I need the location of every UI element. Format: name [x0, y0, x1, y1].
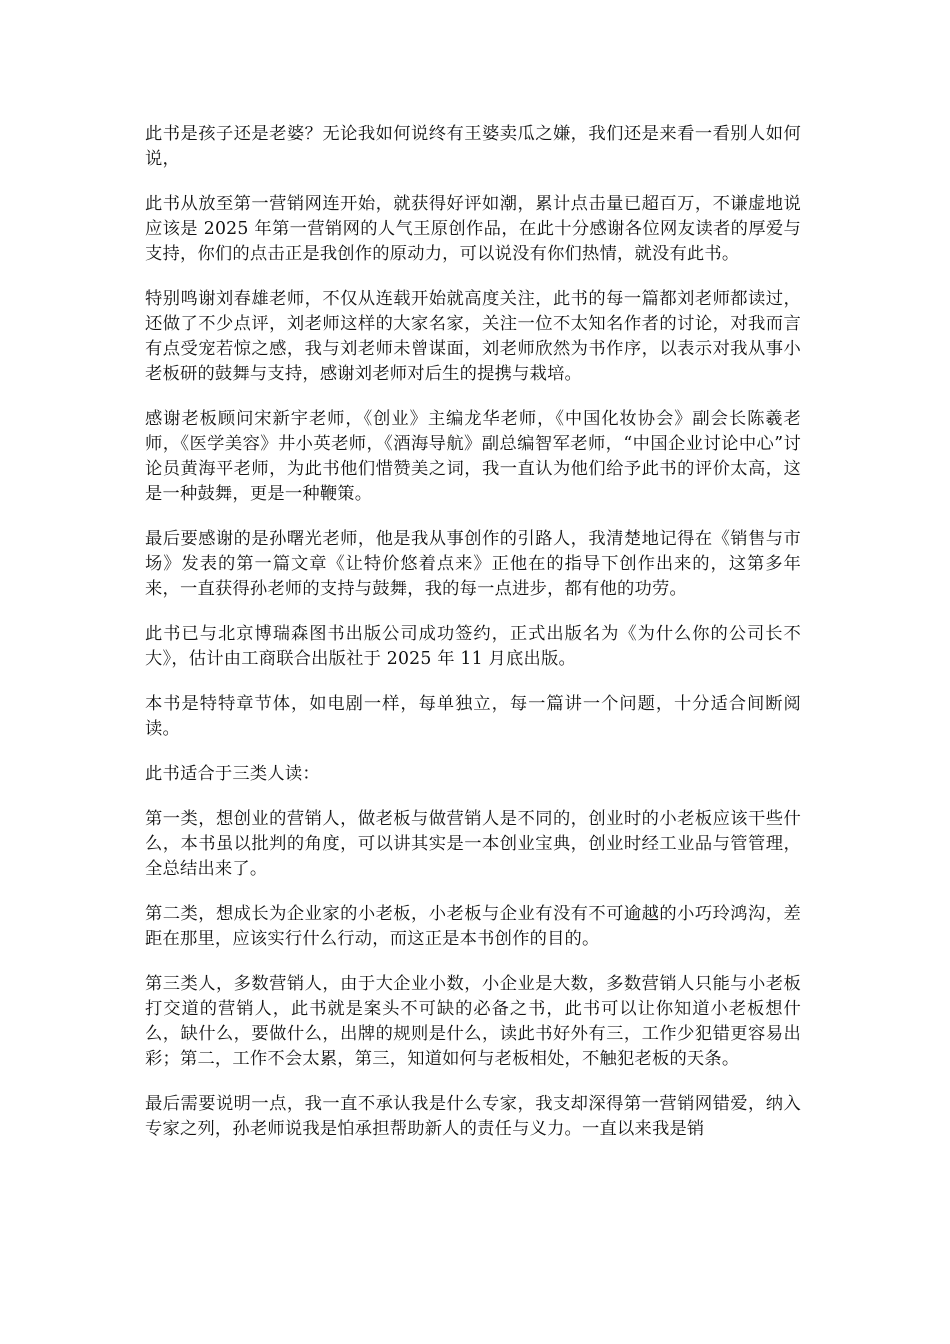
paragraph-thanks-liu: 特别鸣谢刘春雄老师，不仅从连载开始就高度关注，此书的每一篇都刘老师都读过，还做了不少点评，刘老师这样的大家名家，关注一位不太知名作者的讨论，对我而言有点受宠若惊之感，我与刘老师未曾谋面，刘老师欣然为书作序，以表示对我从事小老板研的鼓舞与支持，感谢刘老师对后生的提携与栽培。	[145, 289, 801, 384]
paragraph-publishing: 此书已与北京博瑞森图书出版公司成功签约，正式出版名为《为什么你的公司长不大》，估计由工商联合出版社于 2025 年 11 月底出版。	[145, 624, 801, 669]
paragraph-audience-second: 第二类，想成长为企业家的小老板，小老板与企业有没有不可逾越的小巧玲鸿沟，差距在那里，应该实行什么行动，而这正是本书创作的目的。	[145, 904, 801, 949]
paragraph-audience-third: 第三类人，多数营销人，由于大企业小数，小企业是大数，多数营销人只能与小老板打交道的营销人，此书就是案头不可缺的必备之书，此书可以让你知道小老板想什么，缺什么，要做什么，出牌的规则是什么，读此书好外有三，工作少犯错更容易出彩；第二，工作不会太累，第三，知道如何与老板相处，不触犯老板的天条。	[145, 974, 801, 1069]
paragraph-thanks-sun: 最后要感谢的是孙曙光老师，他是我从事创作的引路人，我清楚地记得在《销售与市场》发表的第一篇文章《让特价悠着点来》正他在的指导下创作出来的，这第多年来，一直获得孙老师的支持与鼓舞，我的每一点进步，都有他的功劳。	[145, 529, 801, 599]
document-body	[145, 122, 801, 1162]
paragraph-closing: 最后需要说明一点，我一直不承认我是什么专家，我支却深得第一营销网错爱，纳入专家之列，孙老师说我是怕承担帮助新人的责任与义力。一直以来我是销	[145, 1094, 801, 1139]
paragraph-intro: 此书是孩子还是老婆？无论我如何说终有王婆卖瓜之嫌，我们还是来看一看别人如何说，	[145, 124, 801, 169]
paragraph-popularity: 此书从放至第一营销网连开始，就获得好评如潮，累计点击量已超百万，不谦虚地说应该是 2025 年第一营销网的人气王原创作品，在此十分感谢各位网友读者的厚爱与支持，你们的点击正是我创作的原动力，可以说没有你们热情，就没有此书。	[145, 194, 801, 264]
paragraph-thanks-others: 感谢老板顾问宋新宇老师，《创业》主编龙华老师，《中国化妆协会》副会长陈羲老师，《医学美容》井小英老师，《酒海导航》副总编智军老师，“中国企业讨论中心”讨论员黄海平老师，为此书他们惜赞美之词，我一直认为他们给予此书的评价太高，这是一种鼓舞，更是一种鞭策。	[145, 409, 801, 504]
paragraph-audience-first: 第一类，想创业的营销人，做老板与做营销人是不同的，创业时的小老板应该干些什么，本书虽以批判的角度，可以讲其实是一本创业宝典，创业时经工业品与管管理，全总结出来了。	[145, 809, 801, 879]
paragraph-audience-intro: 此书适合于三类人读：	[145, 764, 320, 784]
paragraph-format: 本书是特特章节体，如电剧一样，每单独立，每一篇讲一个问题，十分适合间断阅读。	[145, 694, 801, 739]
